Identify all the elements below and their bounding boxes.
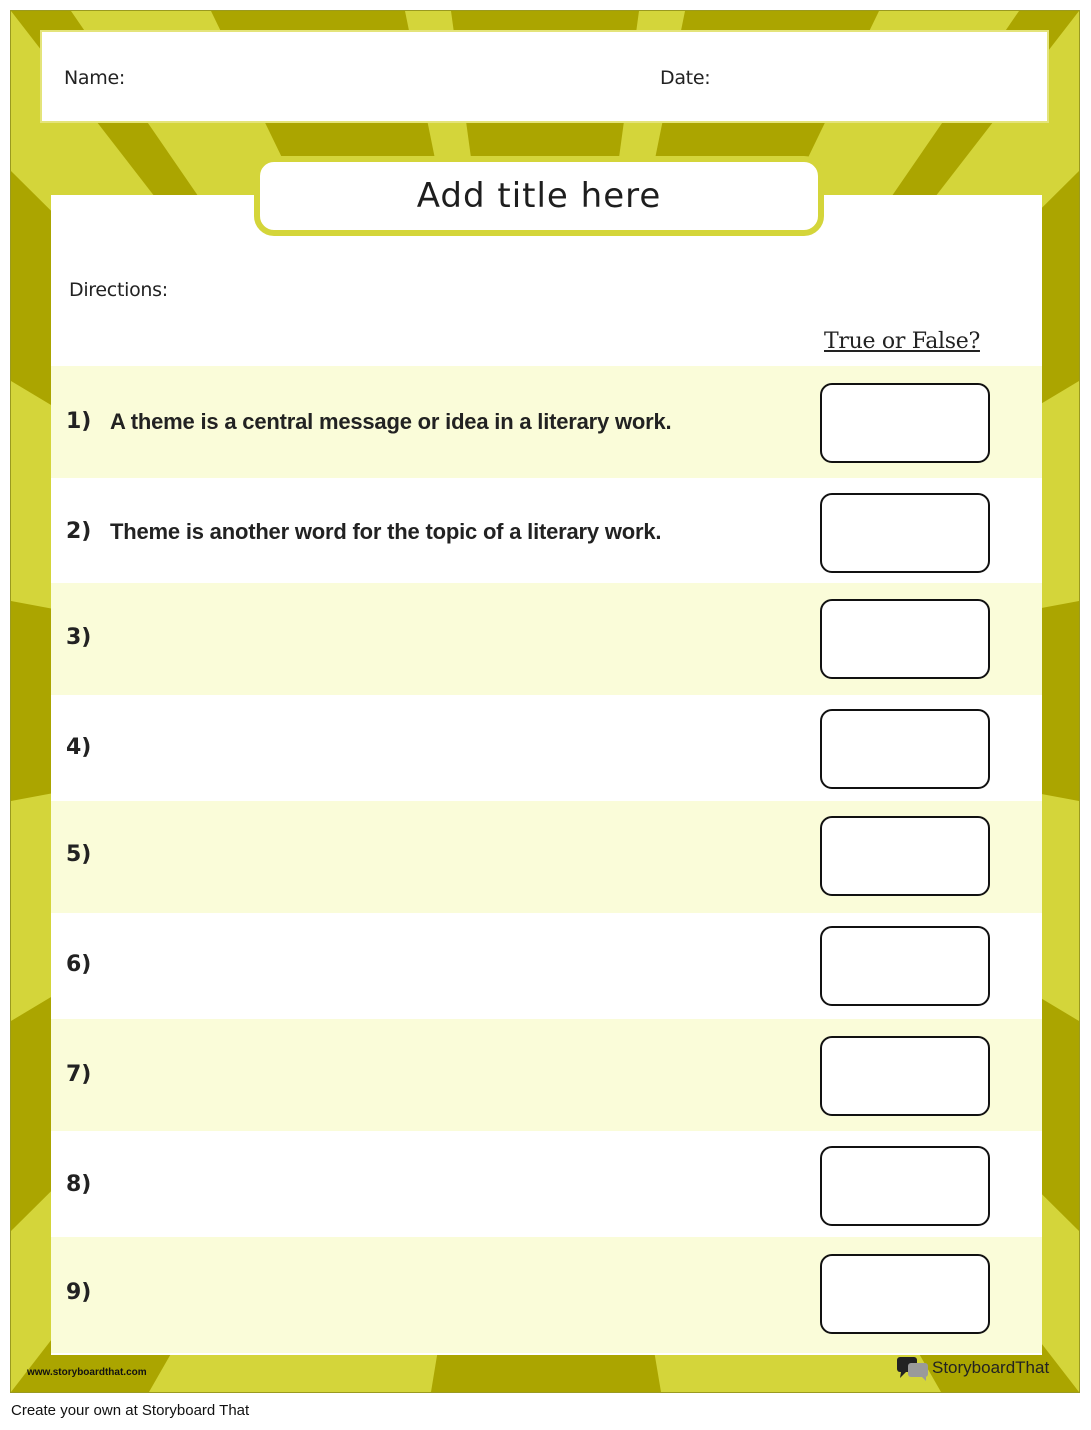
name-label: Name: (64, 67, 125, 89)
worksheet-frame (11, 11, 1079, 1392)
question-number: 2) (66, 519, 92, 544)
question-row (51, 1131, 1042, 1237)
brand-text: StoryboardThat (932, 1358, 1050, 1377)
answer-box[interactable] (820, 1146, 990, 1226)
speech-bubbles-icon (896, 1355, 930, 1381)
question-number: 7) (66, 1062, 92, 1087)
answer-box[interactable] (820, 383, 990, 463)
question-row (51, 913, 1042, 1019)
answer-box[interactable] (820, 816, 990, 896)
question-number: 5) (66, 842, 92, 867)
answer-box[interactable] (820, 1254, 990, 1334)
answer-box[interactable] (820, 599, 990, 679)
question-statement[interactable]: A theme is a central message or idea in a literary work. (110, 409, 672, 434)
directions-label: Directions: (69, 279, 168, 301)
answer-box[interactable] (820, 1036, 990, 1116)
question-number: 9) (66, 1280, 92, 1305)
worksheet-title: Add title here (416, 176, 662, 216)
true-false-header: True or False? (824, 329, 980, 354)
footer-text: Create your own at Storyboard That (11, 1402, 250, 1419)
question-statement[interactable]: Theme is another word for the topic of a literary work. (110, 519, 662, 544)
site-url: www.storyboardthat.com (27, 1367, 147, 1378)
question-row (51, 366, 1042, 478)
date-label: Date: (660, 67, 711, 89)
question-row (51, 583, 1042, 695)
name-date-box (40, 30, 1049, 123)
question-number: 3) (66, 625, 92, 650)
answer-box[interactable] (820, 926, 990, 1006)
answer-box[interactable] (820, 493, 990, 573)
question-number: 4) (66, 735, 92, 760)
storyboardthat-logo (896, 1355, 1049, 1381)
question-number: 6) (66, 952, 92, 977)
title-box[interactable] (254, 156, 824, 236)
question-number: 8) (66, 1172, 92, 1197)
question-row (51, 478, 1042, 583)
question-row (51, 695, 1042, 801)
question-row (51, 1019, 1042, 1131)
question-row (51, 801, 1042, 913)
question-row (51, 1237, 1042, 1353)
answer-box[interactable] (820, 709, 990, 789)
question-number: 1) (66, 409, 92, 434)
